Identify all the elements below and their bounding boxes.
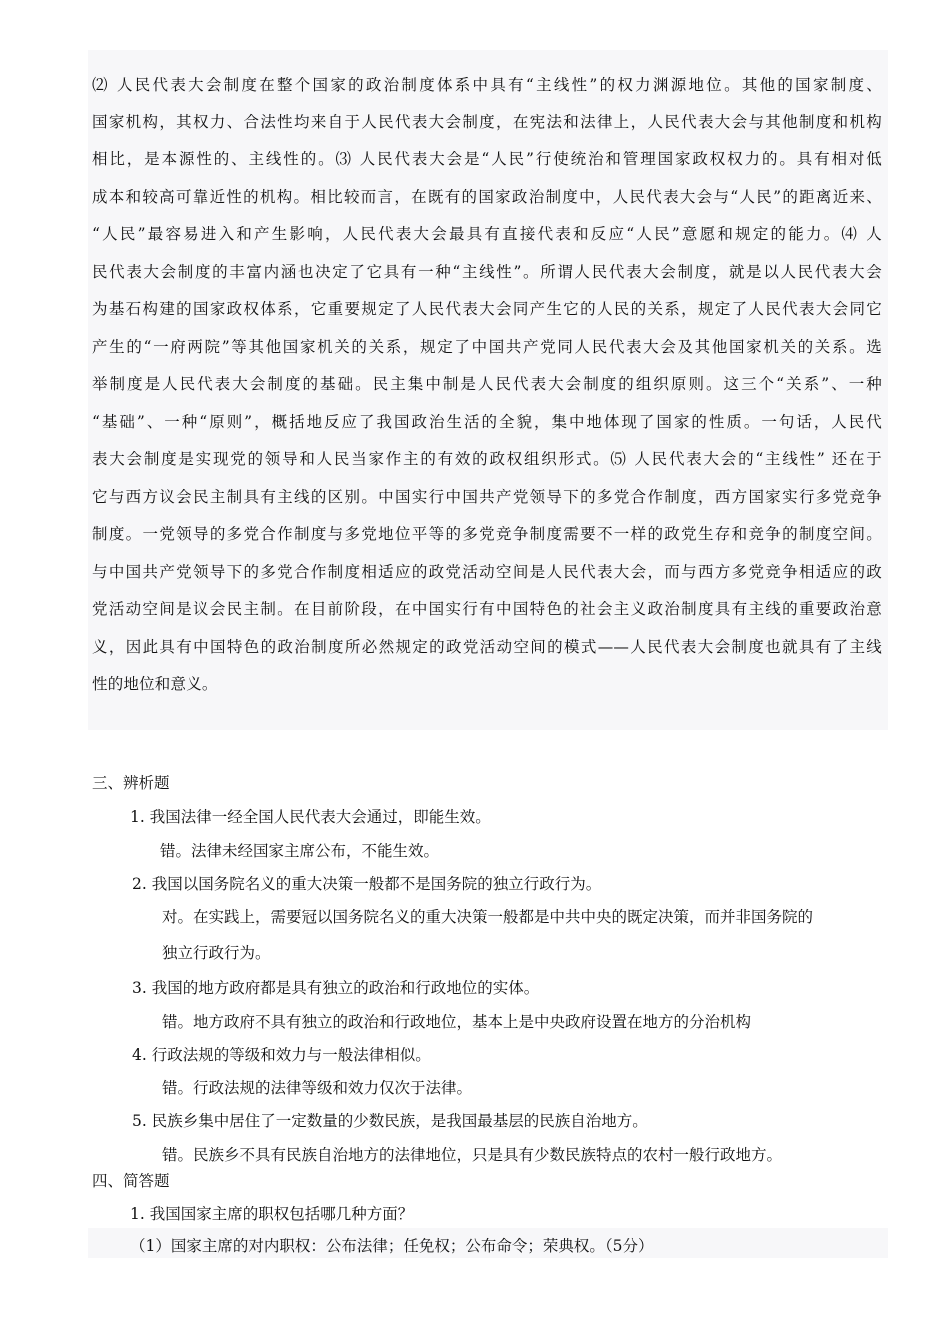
answer-2-line-1: 对。在实践上，需要冠以国务院名义的重大决策一般都是中共中央的既定决策，而并非国务院的 <box>162 908 814 926</box>
answer-3: 错。地方政府不具有独立的政治和行政地位，基本上是中央政府设置在地方的分治机构 <box>162 1013 752 1031</box>
essay-line: 国家机构，其权力、合法性均来自于人民代表大会制度，在宪法和法律上，人民代表大会与其他制度和机构 <box>92 113 882 131</box>
short-question-1: 1. 我国国家主席的职权包括哪几种方面？ <box>130 1205 414 1223</box>
essay-line: 表大会制度是实现党的领导和人民当家作主的有效的政权组织形式。⑸ 人民代表大会的“主线性” 还在于 <box>92 450 882 468</box>
essay-line: “基础”、一种“原则”，概括地反应了我国政治生活的全貌，集中地体现了国家的性质。一句话，人民代 <box>92 413 882 431</box>
essay-line: 民代表大会制度的丰富内涵也决定了它具有一种“主线性”。所谓人民代表大会制度，就是以人民代表大会 <box>92 263 882 281</box>
essay-line: 义，因此具有中国特色的政治制度所必然规定的政党活动空间的模式——人民代表大会制度也就具有了主线 <box>92 638 882 656</box>
answer-2-line-2: 独立行政行为。 <box>162 944 271 962</box>
essay-line: 为基石构建的国家政权体系，它重要规定了人民代表大会同产生它的人民的关系，规定了人民代表大会同它 <box>92 300 882 318</box>
essay-line: “人民”最容易进入和产生影响，人民代表大会最具有直接代表和反应“人民”意愿和规定的能力。⑷ 人 <box>92 225 882 243</box>
essay-line: 举制度是人民代表大会制度的基础。民主集中制是人民代表大会制度的组织原则。这三个“关系”、一种 <box>92 375 882 393</box>
essay-line: 它与西方议会民主制具有主线的区别。中国实行中国共产党领导下的多党合作制度，西方国家实行多党竞争 <box>92 488 882 506</box>
essay-line: 党活动空间是议会民主制。在目前阶段，在中国实行有中国特色的社会主义政治制度具有主线的重要政治意 <box>92 600 882 618</box>
essay-line: 成本和较高可靠近性的机构。相比较而言，在既有的国家政治制度中，人民代表大会与“人民”的距离近来、 <box>92 188 882 206</box>
question-5: 5. 民族乡集中居住了一定数量的少数民族，是我国最基层的民族自治地方。 <box>132 1112 648 1130</box>
section-heading-analysis: 三、辨析题 <box>92 774 170 792</box>
answer-1: 错。法律未经国家主席公布，不能生效。 <box>160 842 440 860</box>
essay-line: 与中国共产党领导下的多党合作制度相适应的政党活动空间是人民代表大会，而与西方多党竞争相适应的政 <box>92 563 882 581</box>
question-1: 1. 我国法律一经全国人民代表大会通过，即能生效。 <box>130 808 491 826</box>
essay-line: 产生的“一府两院”等其他国家机关的关系，规定了中国共产党同人民代表大会及其他国家机关的关系。选 <box>92 338 882 356</box>
answer-5: 错。民族乡不具有民族自治地方的法律地位，只是具有少数民族特点的农村一般行政地方。 <box>162 1146 783 1164</box>
question-3: 3. 我国的地方政府都是具有独立的政治和行政地位的实体。 <box>132 979 540 997</box>
section-heading-short-answer: 四、简答题 <box>92 1172 170 1190</box>
essay-line: 性的地位和意义。 <box>92 675 218 693</box>
short-answer-1-1: （1）国家主席的对内职权：公布法律；任免权；公布命令；荣典权。（5分） <box>130 1237 654 1255</box>
essay-line: 制度。一党领导的多党合作制度与多党地位平等的多党竞争制度需要不一样的政党生存和竞争的制度空间。 <box>92 525 882 543</box>
question-4: 4. 行政法规的等级和效力与一般法律相似。 <box>132 1046 431 1064</box>
answer-4: 错。行政法规的法律等级和效力仅次于法律。 <box>162 1079 473 1097</box>
question-2: 2. 我国以国务院名义的重大决策一般都不是国务院的独立行政行为。 <box>132 875 602 893</box>
essay-line: ⑵ 人民代表大会制度在整个国家的政治制度体系中具有“主线性”的权力渊源地位。其他的国家制度、 <box>92 76 882 94</box>
essay-line: 相比，是本源性的、主线性的。⑶ 人民代表大会是“人民”行使统治和管理国家政权权力的。具有相对低 <box>92 150 882 168</box>
